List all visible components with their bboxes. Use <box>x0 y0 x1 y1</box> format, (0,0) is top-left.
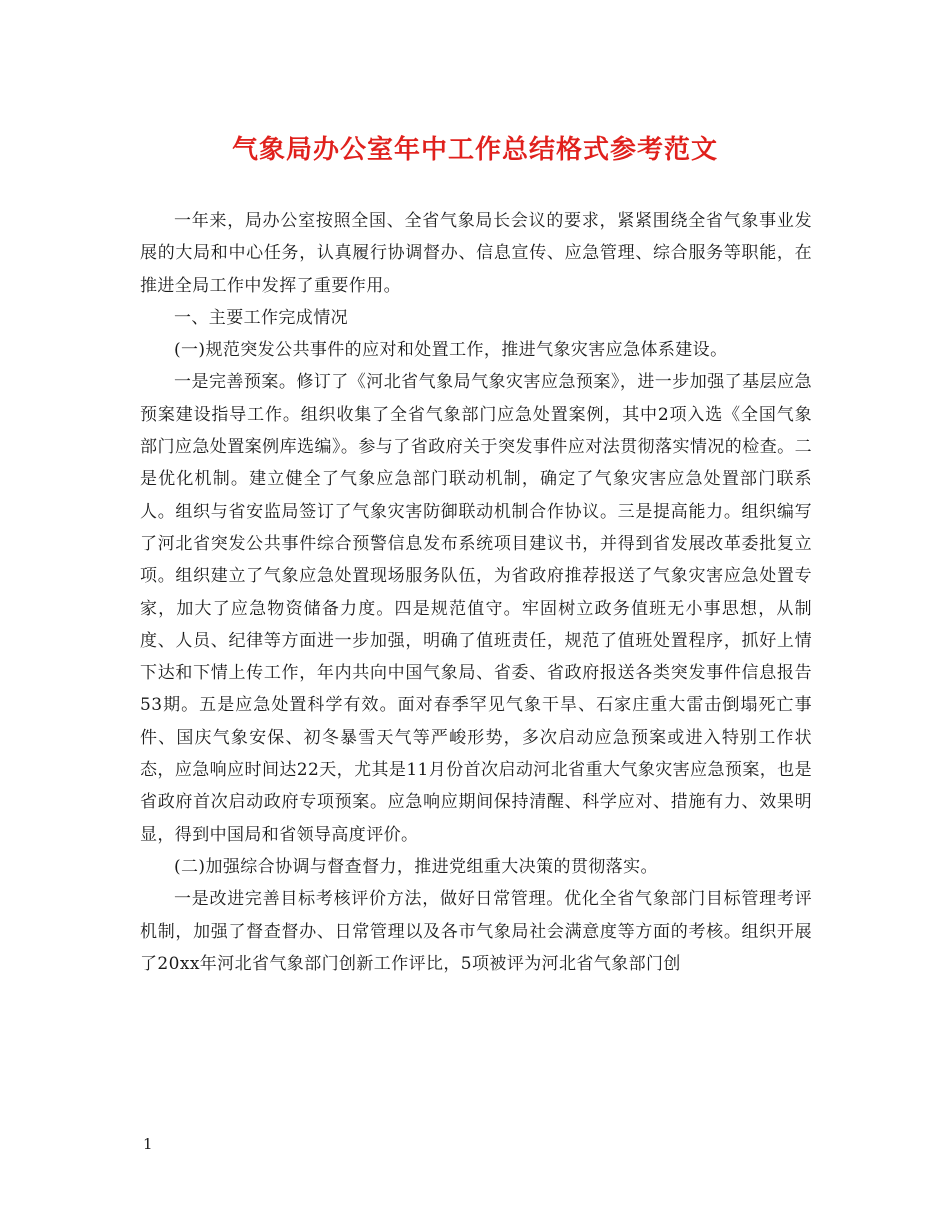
document-title: 气象局办公室年中工作总结格式参考范文 <box>231 135 718 165</box>
paragraph-emergency-details: 一是完善预案。修订了《河北省气象局气象灾害应急预案》，进一步加强了基层应急预案建设指导工作。组织收集了全省气象部门应急处置案例，其中2项入选《全国气象部门应急处置案例库选编》。参与了省政府关于突发事件应对法贯彻落实情况的检查。二是优化机制。建立健全了气象应急部门联动机制，确定了气象灾害应急处置部门联系人。组织与省安监局签订了气象灾害防御联动机制合作协议。三是提高能力。组织编写了河北省突发公共事件综合预警信息发布系统项目建议书，并得到省发展改革委批复立项。组织建立了气象应急处置现场服务队伍，为省政府推荐报送了气象灾害应急处置专家，加大了应急物资储备力度。四是规范值守。牢固树立政务值班无小事思想，从制度、人员、纪律等方面进一步加强，明确了值班责任，规范了值班处置程序，抓好上情下达和下情上传工作，年内共向中国气象局、省委、省政府报送各类突发事件信息报告53期。五是应急处置科学有效。面对春季罕见气象干旱、石家庄重大雷击倒塌死亡事件、国庆气象安保、初冬暴雪天气等严峻形势，多次启动应急预案或进入特别工作状态，应急响应时间达22天，尤其是11月份首次启动河北省重大气象灾害应急预案，也是省政府首次启动政府专项预案。应急响应期间保持清醒、科学应对、措施有力、效果明显，得到中国局和省领导高度评价。 <box>140 372 812 845</box>
paragraph-coordination-details: 一是改进完善目标考核评价方法，做好日常管理。优化全省气象部门目标管理考评机制，加强了督查督办、日常管理以及各市气象局社会满意度等方面的考核。组织开展了20xx年河北省气象部门创新工作评比，5项被评为河北省气象部门创 <box>140 889 812 974</box>
section-heading-main-work: 一、主要工作完成情况 <box>174 307 348 328</box>
paragraph-intro: 一年来，局办公室按照全国、全省气象局长会议的要求，紧紧围绕全省气象事业发展的大局和中心任务，认真履行协调督办、信息宣传、应急管理、综合服务等职能，在推进全局工作中发挥了重要作用。 <box>140 211 812 296</box>
page-number: 1 <box>143 1135 153 1153</box>
subsection-heading-coordination: (二)加强综合协调与督查督力，推进党组重大决策的贯彻落实。 <box>174 856 658 877</box>
subsection-heading-emergency: (一)规范突发公共事件的应对和处置工作，推进气象灾害应急体系建设。 <box>174 340 728 361</box>
document-body <box>140 205 812 980</box>
